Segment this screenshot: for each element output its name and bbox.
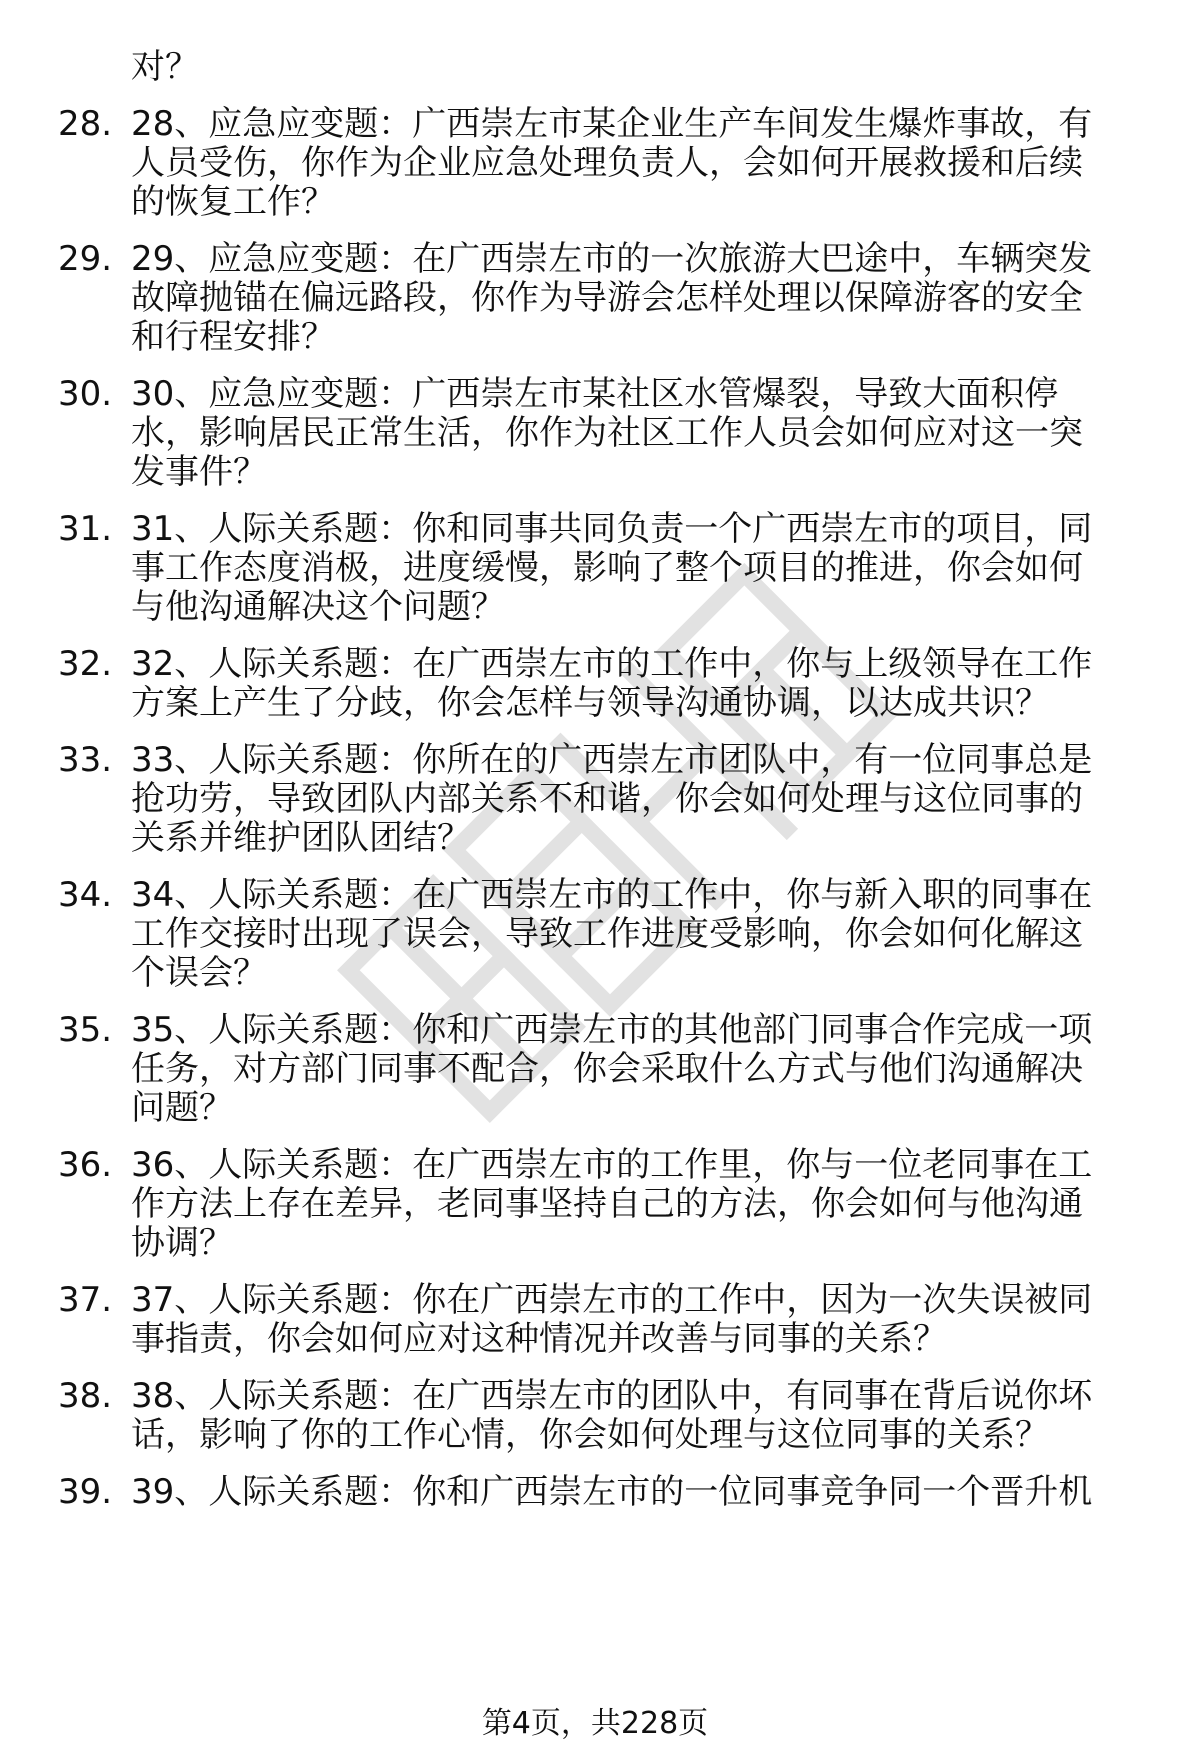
item-text-line: 事工作态度消极，进度缓慢，影响了整个项目的推进，你会如何 xyxy=(131,548,1083,588)
item-text-line: 话，影响了你的工作心情，你会如何处理与这位同事的关系？ xyxy=(131,1415,1049,1455)
item-text-line: 任务，对方部门同事不配合，你会采取什么方式与他们沟通解决 xyxy=(131,1049,1083,1089)
item-text-line: 与他沟通解决这个问题？ xyxy=(131,587,505,627)
item-text-line: 个误会？ xyxy=(131,953,267,993)
item-text-line: 问题？ xyxy=(131,1088,233,1128)
item-text-line: 人员受伤，你作为企业应急处理负责人，会如何开展救援和后续 xyxy=(131,143,1083,183)
item-number: 38. xyxy=(58,1376,113,1416)
item-text-line: 37、人际关系题：你在广西崇左市的工作中，因为一次失误被同 xyxy=(131,1280,1093,1320)
item-number: 29. xyxy=(58,239,113,279)
item-text-line: 34、人际关系题：在广西崇左市的工作中，你与新入职的同事在 xyxy=(131,875,1093,915)
item-text-line: 抢功劳，导致团队内部关系不和谐，你会如何处理与这位同事的 xyxy=(131,779,1083,819)
item-number: 39. xyxy=(58,1472,113,1512)
item-text-line: 38、人际关系题：在广西崇左市的团队中，有同事在背后说你坏 xyxy=(131,1376,1093,1416)
item-number: 30. xyxy=(58,374,113,414)
item-text-line: 故障抛锚在偏远路段，你作为导游会怎样处理以保障游客的安全 xyxy=(131,278,1083,318)
item-text-line: 33、人际关系题：你所在的广西崇左市团队中，有一位同事总是 xyxy=(131,740,1093,780)
item-text-line: 协调？ xyxy=(131,1223,233,1263)
item-number: 28. xyxy=(58,104,113,144)
item-text-line: 工作交接时出现了误会，导致工作进度受影响，你会如何化解这 xyxy=(131,914,1083,954)
previous-item-tail: 对？ xyxy=(131,47,199,87)
item-text-line: 方案上产生了分歧，你会怎样与领导沟通协调，以达成共识？ xyxy=(131,683,1049,723)
item-text-line: 事指责，你会如何应对这种情况并改善与同事的关系？ xyxy=(131,1319,947,1359)
item-text-line: 作方法上存在差异，老同事坚持自己的方法，你会如何与他沟通 xyxy=(131,1184,1083,1224)
item-text-line: 的恢复工作？ xyxy=(131,182,335,222)
item-number: 37. xyxy=(58,1280,113,1320)
item-text-line: 30、应急应变题：广西崇左市某社区水管爆裂，导致大面积停 xyxy=(131,374,1059,414)
item-number: 32. xyxy=(58,644,113,684)
item-text-line: 32、人际关系题：在广西崇左市的工作中，你与上级领导在工作 xyxy=(131,644,1093,684)
item-number: 31. xyxy=(58,509,113,549)
item-number: 36. xyxy=(58,1145,113,1185)
item-text-line: 36、人际关系题：在广西崇左市的工作里，你与一位老同事在工 xyxy=(131,1145,1093,1185)
item-text-line: 发事件？ xyxy=(131,452,267,492)
item-text-line: 28、应急应变题：广西崇左市某企业生产车间发生爆炸事故，有 xyxy=(131,104,1093,144)
item-text-line: 39、人际关系题：你和广西崇左市的一位同事竞争同一个晋升机 xyxy=(131,1472,1093,1512)
item-number: 33. xyxy=(58,740,113,780)
item-text-line: 31、人际关系题：你和同事共同负责一个广西崇左市的项目，同 xyxy=(131,509,1093,549)
item-number: 35. xyxy=(58,1010,113,1050)
item-text-line: 29、应急应变题：在广西崇左市的一次旅游大巴途中，车辆突发 xyxy=(131,239,1093,279)
item-text-line: 关系并维护团队团结？ xyxy=(131,818,471,858)
item-text-line: 和行程安排？ xyxy=(131,317,335,357)
item-text-line: 水，影响居民正常生活，你作为社区工作人员会如何应对这一突 xyxy=(131,413,1083,453)
item-text-line: 35、人际关系题：你和广西崇左市的其他部门同事合作完成一项 xyxy=(131,1010,1093,1050)
item-number: 34. xyxy=(58,875,113,915)
page-footer: 第4页，共228页 xyxy=(481,1706,709,1741)
